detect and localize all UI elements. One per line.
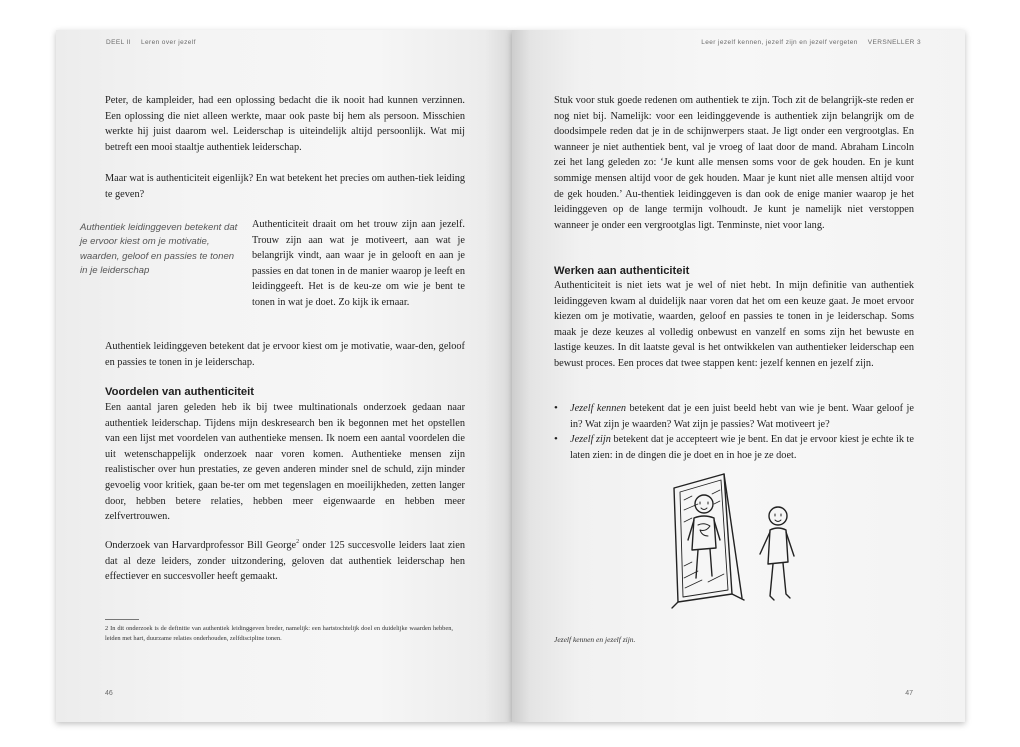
- page-number: 47: [905, 690, 913, 697]
- section-heading: Werken aan authenticiteit: [554, 265, 690, 277]
- paragraph: Authenticiteit draait om het trouw zijn aan jezelf. Trouw zijn aan wat je motiveert, aan wat je belangrijk vindt, aan waar je in gelooft en aan je passies en dat tonen in de manier waarop je leeft en leidinggeeft. Het is de keu-ze om wie je bent te tonen in wat je doet. Zo kijk ik ernaar.: [252, 219, 465, 308]
- figure-caption: Jezelf kennen en jezelf zijn.: [554, 635, 636, 644]
- paragraph: Authentiek leidinggeven betekent dat je ervoor kiest om je motivatie, waar-den, geloof en passies te tonen in je leiderschap.: [105, 341, 465, 368]
- left-page: [56, 30, 512, 722]
- paragraph: Authenticiteit is niet iets wat je wel of niet hebt. In mijn definitie van authentiek leidinggeven kwam al duidelijk naar voren dat het om een keuze gaat. Je moet ervoor kiezen om je motivatie, waarden, geloof en passies te tonen in je leiderschap. Soms maak je deze keuzes al volledig onbewust en vanzelf en soms zijn het bewuste en lastige keuzes. In dit laatste geval is het ontwikkelen van authentieker leiderschap een bewust proces. Een proces dat twee stappen kent: jezelf kennen en jezelf zijn.: [554, 280, 914, 369]
- running-head-title: Leer jezelf kennen, jezelf zijn en jezelf vergeten: [701, 39, 858, 46]
- list-item: • Jezelf kennen betekent dat je een juist beeld hebt van wie je bent. Waar geloof je in? Wat zijn je waarden? Wat zijn je passies? Wat motiveert je?: [554, 401, 914, 432]
- list-item-term: Jezelf kennen: [570, 403, 627, 414]
- list-item: • Jezelf zijn betekent dat je accepteert wie je bent. En dat je ervoor kiest je echte ik te laten zien: in de dingen die je doet en in hoe je ze doet.: [554, 432, 914, 463]
- bullet-list: [554, 401, 914, 463]
- list-item-term: Jezelf zijn: [570, 434, 611, 446]
- running-head-right: [701, 39, 921, 46]
- running-head-section: VERSNELLER 3: [867, 39, 921, 46]
- footnote: 2 In dit onderzoek is de definitie van authentiek leidinggeven breder, namelijk: een hartstochtelijk doel en duidelijke waarden hebben, leiden met hart, duurzame relaties onderhouden, zelfdiscipline tonen.: [105, 625, 453, 642]
- section-heading: Voordelen van authenticiteit: [105, 386, 254, 398]
- running-head-left: [106, 39, 196, 46]
- page-number: 46: [105, 690, 113, 697]
- right-page: [512, 30, 965, 722]
- paragraph: Peter, de kampleider, had een oplossing bedacht die ik nooit had kunnen verzinnen. Een oplossing die niet alleen werkte, maar ook paste bij hem als persoon. Misschien werkte hij juist daarom wel. Leiderschap is uiteindelijk altijd persoonlijk. Wat mij betreft een mooi staaltje authentiek leiderschap.: [105, 95, 465, 153]
- mirror-figure-illustration: [662, 470, 842, 610]
- running-head-section: DEEL II: [106, 39, 131, 46]
- paragraph: Maar wat is authenticiteit eigenlijk? En wat betekent het precies om authen-tiek leiding te geven?: [105, 173, 465, 200]
- paragraph: Stuk voor stuk goede redenen om authentiek te zijn. Toch zit de belangrijk-ste reden er nog niet bij. Namelijk: voor een leidinggevende is authentiek zijn belangrijk om de doodsimpele reden dat je in de schijnwerpers staat. Je ligt onder een vergrootglas. En wanneer je niet authentiek bent, val je vroeg of laat door de mand. Abraham Lincoln zei het lang geleden zo: ‘Je kunt alle mensen soms voor de gek houden. En je kunt sommige mensen altijd voor de gek houden. Maar je kunt niet alle mensen altijd voor de gek houden.’ Au-thentiek leidinggeven is dan ook de enige manier waarop je het leidinggeven op de lange termijn volhoudt. Je kunt je namelijk niet verstoppen wanneer je onder een vergrootglas ligt. Tenminste, niet voor lang.: [554, 95, 914, 231]
- footnote-rule: [105, 619, 139, 620]
- footnote-reference[interactable]: 2: [296, 539, 300, 545]
- paragraph: Onderzoek van Harvardprofessor Bill George$^2$ onder 125 succesvolle leiders laat zien dat al deze leiders, zonder uitzondering, geloven dat authentiek leiderschap hen effectiever en succesvoller heeft gemaakt.: [105, 539, 465, 583]
- running-head-title: Leren over jezelf: [140, 39, 196, 46]
- pull-quote: Authentiek leidinggeven betekent dat je ervoor kiest om je motivatie, waarden, geloof en passies te tonen in je leiderschap: [80, 222, 238, 277]
- paragraph: Een aantal jaren geleden heb ik bij twee multinationals onderzoek gedaan naar authentiek leiderschap. Tijdens mijn deskresearch ben ik begonnen met het opstellen van een lijst met voordelen van authentieke mensen. Ik noem een aantal voordelen die uit wetenschappelijk onderzoek naar voren komen. Authentieke mensen zijn realistischer over hun prestaties, ze geven anderen minder snel de schuld, zijn minder gevoelig voor kritiek, gaan be-ter om met tegenslagen en moeilijkheden, zetten langer door, hebben betere relaties, hebben meer eigenwaarde en hebben meer zelfvertrouwen.: [105, 402, 465, 523]
